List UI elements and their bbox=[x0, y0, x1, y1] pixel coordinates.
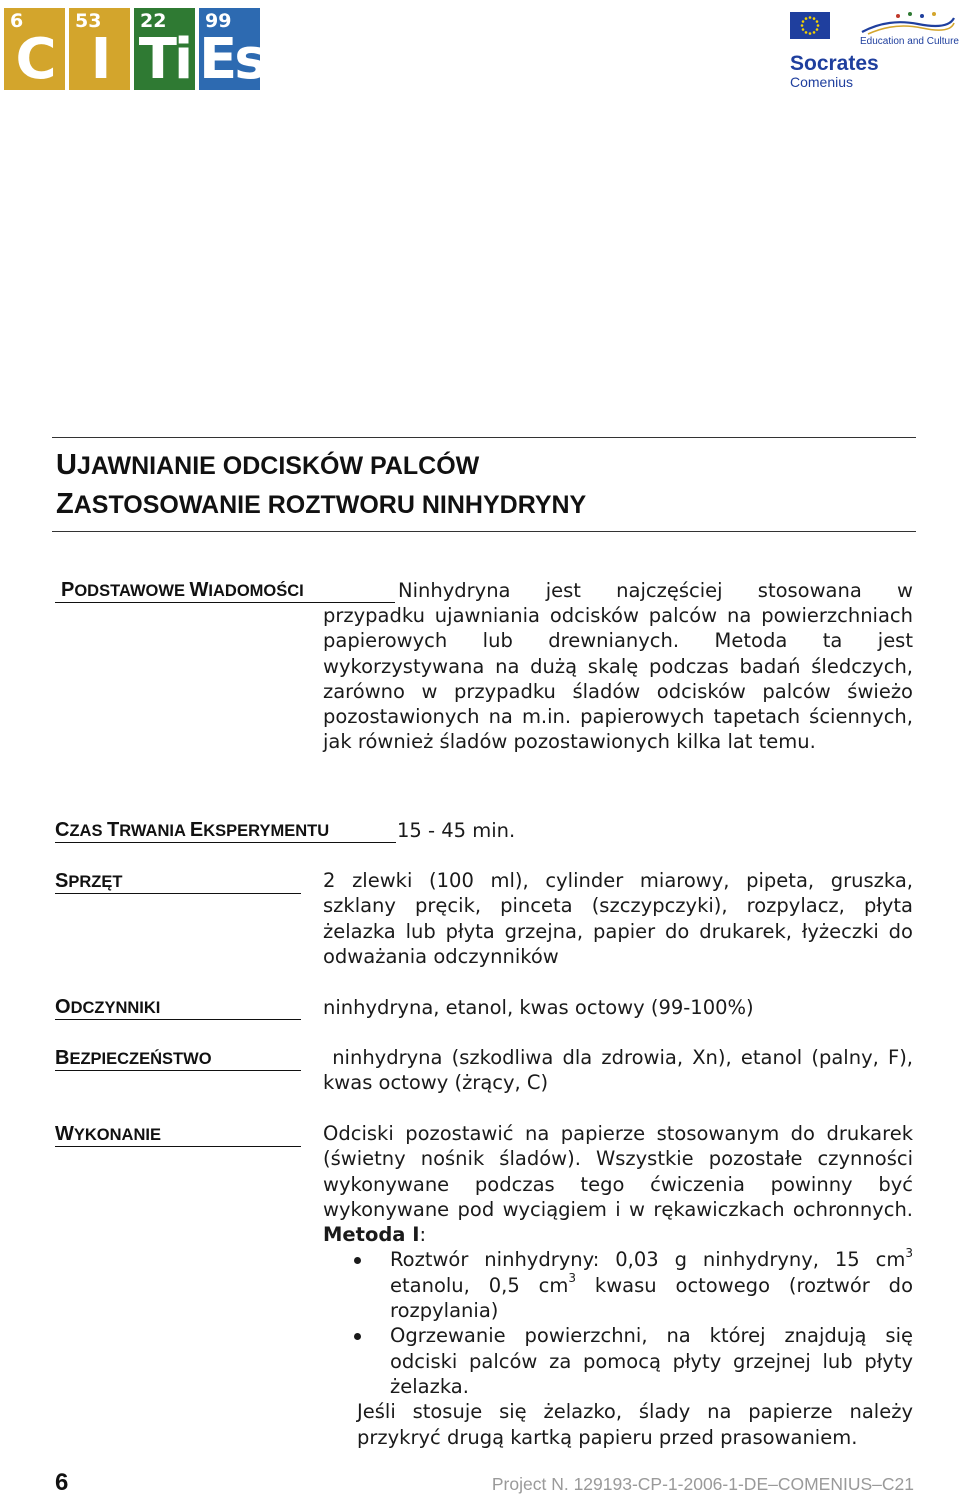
logo-tile bbox=[199, 8, 265, 92]
socrates-wordmark: Socrates bbox=[790, 52, 879, 75]
logo-tile bbox=[134, 8, 195, 90]
subtitle-rest: ASTOSOWANIE ROZTWORU NINHYDRYNY bbox=[73, 491, 587, 519]
method-colon: : bbox=[419, 1223, 427, 1247]
label-text: PRZĘT bbox=[68, 873, 123, 891]
procedure-label bbox=[55, 1124, 301, 1147]
step-text: etanolu, 0,5 cm bbox=[390, 1273, 569, 1297]
label-cap: C bbox=[55, 819, 70, 841]
tile-symbol: C bbox=[15, 27, 54, 92]
equipment-text: 2 zlewki (100 ml), cylinder miarowy, pipeta, gruszka, szklany pręcik, pinceta (szczypczyki), rozpylacz, płyta żelazka lub płyta grzejna, papier do drukarek, łyżeczki do odważania odczynników bbox=[323, 869, 913, 968]
footer-project: Project N. 129193-CP-1-2006-1-DE–COMENIUS–C21 bbox=[491, 1474, 914, 1494]
equipment-label bbox=[55, 871, 301, 894]
label-text: YKONANIE bbox=[73, 1126, 161, 1144]
education-culture-caption: Education and Culture bbox=[860, 36, 959, 47]
procedure-intro bbox=[323, 1121, 913, 1247]
method-label: Metoda I bbox=[323, 1223, 420, 1247]
procedure-intro-text: Odciski pozostawić na papierze stosowanym do drukarek (świetny nośnik śladów). Wszystkie pozostałe czynności wykonywane podczas tego ćwiczenia powinny być wykonywane pod wyciągiem i w rękawiczkach ochronnych. bbox=[323, 1122, 913, 1221]
list-item bbox=[323, 1247, 913, 1323]
safety-text: ninhydryna (szkodliwa dla zdrowia, Xn), etanol (palny, F), kwas octowy (żrący, C) bbox=[323, 1046, 920, 1095]
label-cap: P bbox=[61, 579, 75, 601]
list-item bbox=[323, 1323, 913, 1399]
label-text: KSPERYMENTU bbox=[203, 822, 330, 840]
page-number: 6 bbox=[55, 1469, 69, 1496]
tile-number: 53 bbox=[75, 10, 102, 32]
label-cap: W bbox=[189, 579, 209, 601]
title-bottom-rule bbox=[52, 531, 916, 532]
label-cap: O bbox=[55, 996, 71, 1018]
basics-text: przypadku ujawniania odcisków palców na powierzchniach papierowych lub drewnianych. Metoda ta jest wykorzystywana na dużą skalę podczas badań śledczych, zarówno w przypadku śladów odcisków palców świeżo pozostawionych na m.in. papierowych tapetach ściennych, jak również śladów pozostawionych kilka lat temu. bbox=[323, 604, 913, 754]
basics-first-line: Ninhydryna jest najczęściej stosowana w bbox=[398, 579, 913, 602]
socrates-logo bbox=[788, 8, 958, 90]
reagents-text: ninhydryna, etanol, kwas octowy (99-100%) bbox=[323, 996, 754, 1019]
label-text: DCZYNNIKI bbox=[70, 999, 161, 1017]
subtitle-cap: Z bbox=[56, 488, 74, 520]
superscript: 3 bbox=[568, 1271, 577, 1286]
reagents-label bbox=[55, 997, 301, 1020]
title-rest: JAWNIANIE ODCISKÓW PALCÓW bbox=[76, 452, 480, 480]
title-top-rule bbox=[52, 437, 916, 438]
label-text: ODSTAWOWE bbox=[74, 582, 190, 600]
bullet-icon bbox=[354, 1257, 361, 1264]
comenius-wordmark: Comenius bbox=[790, 74, 854, 90]
bullet-icon bbox=[354, 1333, 361, 1340]
label-cap: B bbox=[55, 1047, 70, 1069]
tile-number: 22 bbox=[140, 10, 167, 32]
safety-label bbox=[55, 1048, 301, 1071]
procedure-steps bbox=[323, 1247, 913, 1399]
page-title bbox=[56, 449, 479, 482]
superscript: 3 bbox=[905, 1245, 913, 1260]
label-cap: S bbox=[55, 870, 69, 892]
basics-label bbox=[55, 580, 395, 603]
procedure-closing: Jeśli stosuje się żelazko, ślady na papierze należy przykryć drugą kartką papieru przed prasowaniem. bbox=[357, 1400, 913, 1449]
title-cap: U bbox=[56, 449, 77, 481]
label-text: RWANIA bbox=[119, 822, 190, 840]
tile-symbol: Es bbox=[199, 27, 265, 92]
cities-logo bbox=[4, 8, 265, 92]
tile-symbol: Ti bbox=[138, 27, 191, 92]
logo-tile bbox=[4, 8, 65, 90]
eu-flag-icon bbox=[790, 12, 830, 39]
duration-value: 15 - 45 min. bbox=[397, 819, 516, 842]
tile-symbol: I bbox=[90, 27, 109, 92]
label-cap: W bbox=[55, 1123, 74, 1145]
step-text: Ogrzewanie powierzchni, na której znajdują się odciski palców za pomocą płyty grzejnej lub płyty żelazka. bbox=[390, 1324, 913, 1398]
label-text: ZAS bbox=[69, 822, 108, 840]
label-cap: T bbox=[107, 819, 120, 841]
page-subtitle bbox=[56, 488, 586, 521]
duration-label bbox=[55, 820, 396, 843]
label-text: EZPIECZEŃSTWO bbox=[69, 1050, 212, 1068]
procedure-body bbox=[323, 1121, 913, 1450]
label-cap: E bbox=[189, 819, 204, 841]
tile-number: 99 bbox=[205, 10, 232, 32]
logo-tile bbox=[69, 8, 130, 90]
step-text: Roztwór ninhydryny: 0,03 g ninhydryny, 15 cm bbox=[390, 1248, 906, 1272]
tile-number: 6 bbox=[10, 10, 24, 32]
step-text: kwasu octowego (roztwór do rozpylania) bbox=[390, 1273, 913, 1323]
label-text: IADOMOŚCI bbox=[208, 582, 304, 600]
